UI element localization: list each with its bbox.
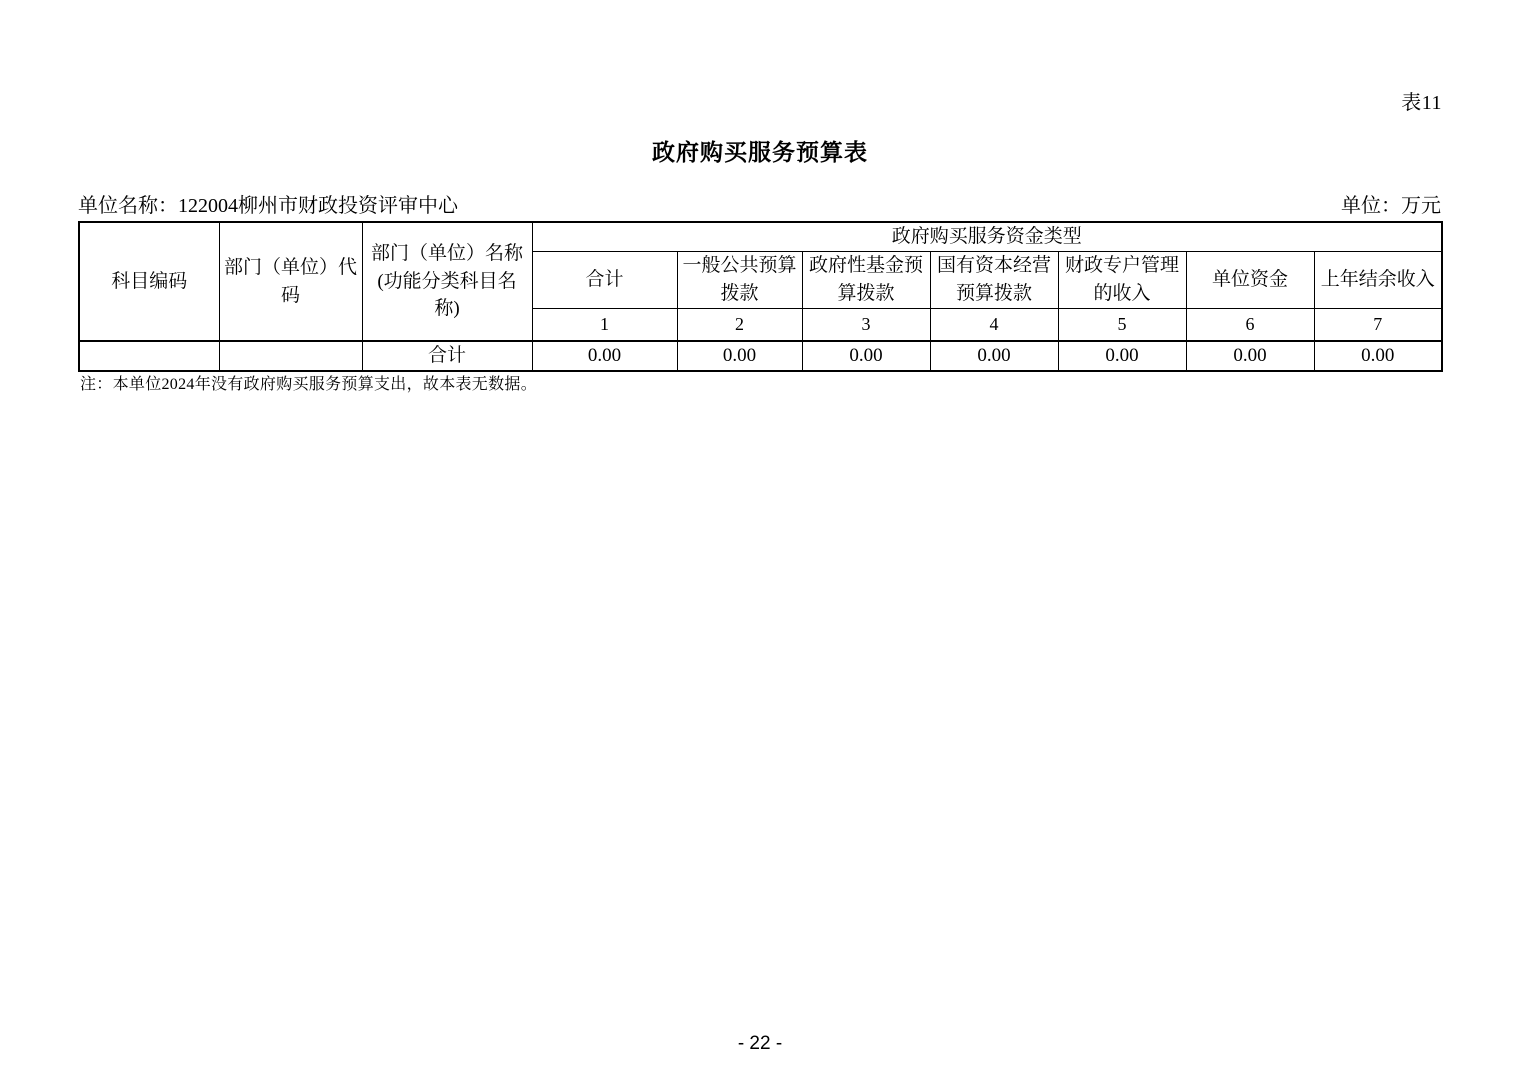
header-subject-code: 科目编码 [79, 222, 219, 341]
value-cell: 0.00 [1058, 341, 1186, 371]
header-dept-name-line1: 部门（单位）名称 [370, 243, 523, 265]
header-dept-name [362, 222, 532, 341]
header-state-capital-budget: 国有资本经营预算拨款 [930, 251, 1058, 308]
col-index-cell: 3 [802, 308, 930, 341]
unit-of-measure-label: 单位：万元 [1341, 195, 1441, 217]
value-cell: 0.00 [1186, 341, 1314, 371]
col-index-cell: 1 [532, 308, 677, 341]
header-prior-year-carryover: 上年结余收入 [1314, 251, 1442, 308]
header-fiscal-special-account: 财政专户管理的收入 [1058, 251, 1186, 308]
table-header-row-group [79, 222, 1442, 251]
col-index-cell: 5 [1058, 308, 1186, 341]
unit-info-row [78, 189, 1441, 218]
header-dept-code: 部门（单位）代码 [219, 222, 362, 341]
header-general-public-budget: 一般公共预算拨款 [677, 251, 802, 308]
footnote: 注：本单位2024年没有政府购买服务预算支出，故本表无数据。 [80, 376, 538, 393]
value-cell: 0.00 [1314, 341, 1442, 371]
page-number: - 22 - [737, 1033, 783, 1054]
value-cell: 0.00 [532, 341, 677, 371]
cell-dept-code [219, 341, 362, 371]
header-dept-name-line2: (功能分类科目名称) [377, 270, 517, 320]
cell-row-label: 合计 [362, 341, 532, 371]
value-cell: 0.00 [930, 341, 1058, 371]
page-title: 政府购买服务预算表 [652, 140, 868, 165]
header-total: 合计 [532, 251, 677, 308]
budget-table [78, 221, 1443, 372]
col-index-cell: 7 [1314, 308, 1442, 341]
header-unit-funds: 单位资金 [1186, 251, 1314, 308]
header-fund-type-group: 政府购买服务资金类型 [532, 222, 1442, 251]
header-govt-fund-budget: 政府性基金预算拨款 [802, 251, 930, 308]
table-row [79, 341, 1442, 371]
value-cell: 0.00 [677, 341, 802, 371]
col-index-cell: 6 [1186, 308, 1314, 341]
col-index-cell: 4 [930, 308, 1058, 341]
unit-name-label: 单位名称：122004柳州市财政投资评审中心 [78, 195, 458, 217]
cell-subject-code [79, 341, 219, 371]
value-cell: 0.00 [802, 341, 930, 371]
col-index-cell: 2 [677, 308, 802, 341]
sheet-number-label: 表11 [1401, 92, 1442, 114]
